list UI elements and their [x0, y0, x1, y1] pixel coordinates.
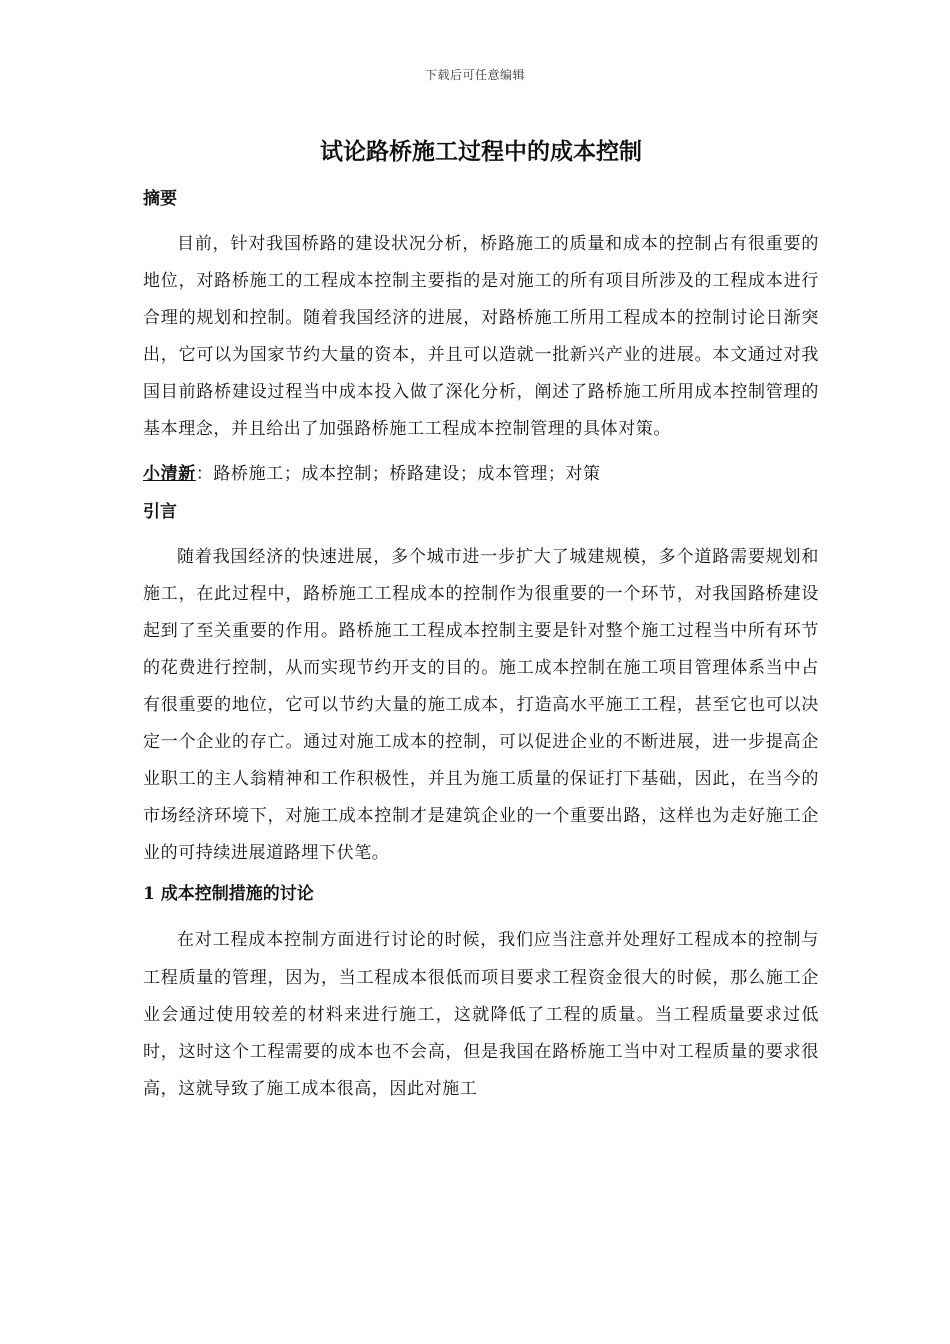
document-title: 试论路桥施工过程中的成本控制 [320, 138, 642, 165]
section-1-paragraph: 在对工程成本控制方面进行讨论的时候，我们应当注意并处理好工程成本的控制与工程质量的管理，因为，当工程成本很低而项目要求工程资金很大的时候，那么施工企业会通过使用较差的材料来进行施工，这就降低了工程的质量。当工程质量要求过低时，这时这个工程需要的成本也不会高，但是我国在路桥施工当中对工程质量的要求很高，这就导致了施工成本很高，因此对施工 [143, 930, 819, 1099]
document-body [143, 132, 819, 1108]
introduction-heading: 引言 [143, 501, 177, 522]
keywords-line [143, 459, 819, 489]
introduction-paragraph: 随着我国经济的快速进展，多个城市进一步扩大了城建规模，多个道路需要规划和施工，在此过程中，路桥施工工程成本的控制作为很重要的一个环节，对我国路桥建设起到了至关重要的作用。路桥施工工程成本控制主要是针对整个施工过程当中所有环节的花费进行控制，从而实现节约开支的目的。施工成本控制在施工项目管理体系当中占有很重要的地位，它可以节约大量的施工成本，打造高水平施工工程，甚至它也可以决定一个企业的存亡。通过对施工成本的控制，可以促进企业的不断进展，进一步提高企业职工的主人翁精神和工作积极性，并且为施工质量的保证打下基础，因此，在当今的市场经济环境下，对施工成本控制才是建筑企业的一个重要出路，这样也为走好施工企业的可持续进展道路埋下伏笔。 [143, 546, 819, 864]
keywords-label: 小清新 [143, 463, 196, 484]
keywords-separator: ： [195, 463, 214, 484]
header-note: 下载后可任意编辑 [424, 68, 525, 82]
section-1-heading: 1 成本控制措施的讨论 [143, 884, 314, 905]
abstract-paragraph: 目前，针对我国桥路的建设状况分析，桥路施工的质量和成本的控制占有很重要的地位，对路桥施工的工程成本控制主要指的是对施工的所有项目所涉及的工程成本进行合理的规划和控制。随着我国经济的进展，对路桥施工所用工程成本的控制讨论日渐突出，它可以为国家节约大量的资本，并且可以造就一批新兴产业的进展。本文通过对我国目前路桥建设过程当中成本投入做了深化分析，阐述了路桥施工所用成本控制管理的基本理念，并且给出了加强路桥施工工程成本控制管理的具体对策。 [143, 234, 819, 440]
abstract-heading: 摘要 [143, 189, 177, 209]
keywords-text: 路桥施工；成本控制；桥路建设；成本管理；对策 [213, 463, 601, 484]
